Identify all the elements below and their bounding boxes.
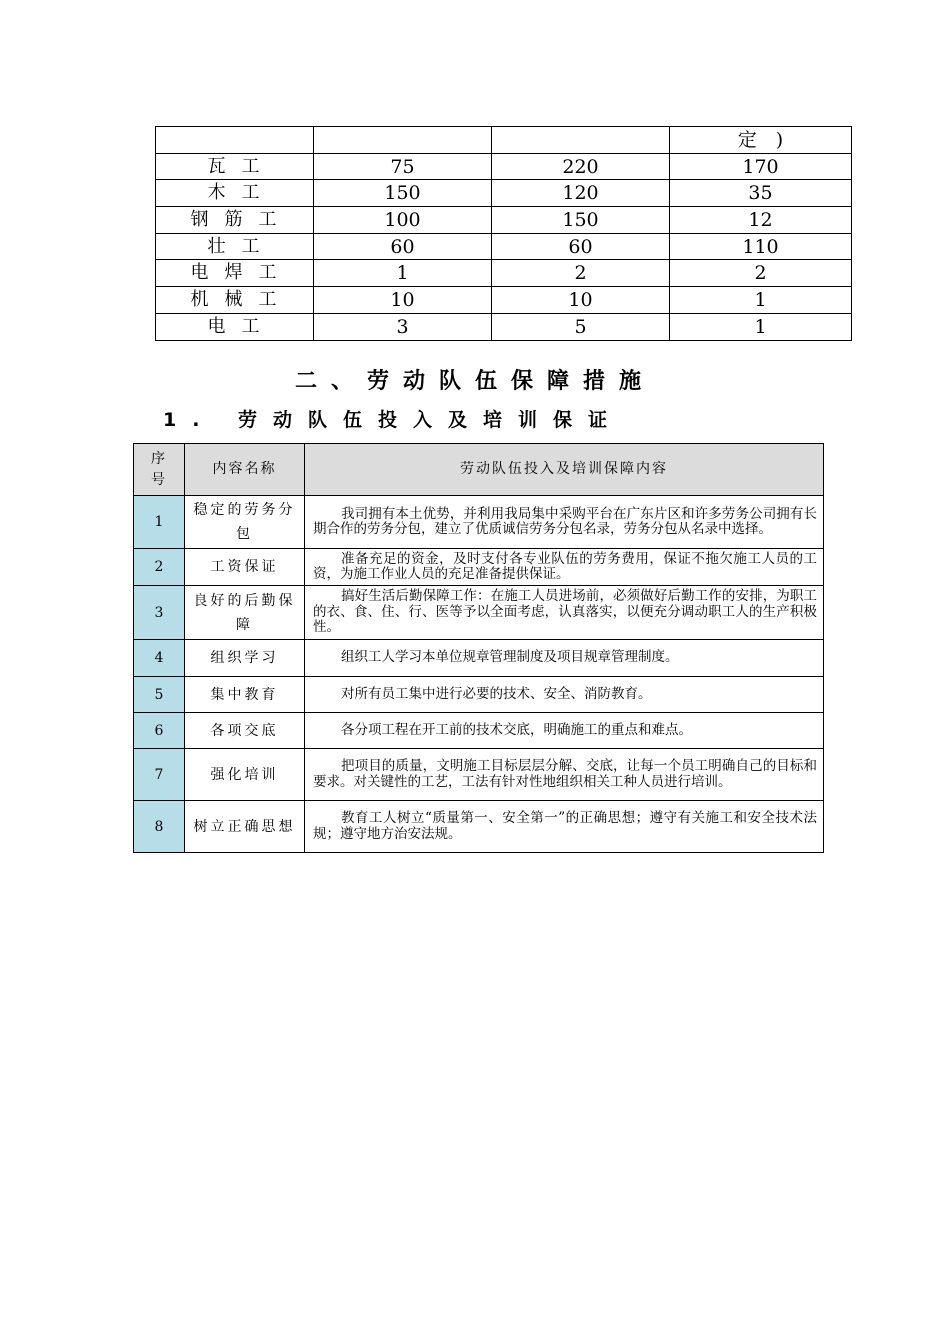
item-content: 组织工人学习本单位规章管理制度及项目规章管理制度。 [305,640,824,677]
table-row [156,287,852,314]
table-row [134,677,824,713]
table-cell: 60 [492,233,670,260]
item-content: 把项目的质量，文明施工目标层层分解、交底，让每一个员工明确自己的目标和要求。对关键性的工艺，工法有针对性地组织相关工种人员进行培训。 [305,749,824,801]
trade-name: 瓦工 [156,153,314,180]
trade-name: 壮工 [156,233,314,260]
table-cell: 35 [670,180,852,207]
table-row [156,127,852,154]
item-name: 稳定的劳务分包 [185,496,305,549]
row-number: 1 [134,496,185,549]
table-cell: 定 ) [670,127,852,154]
item-name: 各项交底 [185,713,305,749]
table-cell: 120 [492,180,670,207]
row-number: 8 [134,801,185,853]
item-content: 准备充足的资金，及时支付各专业队伍的劳务费用，保证不拖欠施工人员的工资，为施工作业人员的充足准备提供保证。 [305,549,824,586]
table-row [156,260,852,287]
table-cell: 1 [314,260,492,287]
section-heading: 二、劳动队伍保障措施 [294,369,655,394]
trade-name: 机械工 [156,287,314,314]
table-cell: 220 [492,153,670,180]
table-cell: 75 [314,153,492,180]
table-cell: 3 [314,313,492,340]
table-row [134,713,824,749]
subsection-heading: 1. 劳动队伍投入及培训保证 [163,409,624,431]
header-name: 内容名称 [185,444,305,496]
item-content: 我司拥有本土优势，并利用我局集中采购平台在广东片区和许多劳务公司拥有长期合作的劳务分包，建立了优质诚信劳务分包名录，劳务分包从名录中选择。 [305,496,824,549]
table-cell: 150 [314,180,492,207]
table-row [134,640,824,677]
table-cell: 170 [670,153,852,180]
table-cell: 2 [670,260,852,287]
trade-name [156,127,314,154]
trade-name: 电工 [156,313,314,340]
labor-quantity-table [155,126,852,341]
table-cell: 1 [670,287,852,314]
table-row [134,549,824,586]
table-cell: 12 [670,207,852,234]
item-content: 搞好生活后勤保障工作：在施工人员进场前，必须做好后勤工作的安排，为职工的衣、食、住、行、医等予以全面考虑，认真落实，以便充分调动职工人的生产积极性。 [305,586,824,640]
table-row [156,313,852,340]
table-cell: 1 [670,313,852,340]
item-content: 对所有员工集中进行必要的技术、安全、消防教育。 [305,677,824,713]
item-name: 强化培训 [185,749,305,801]
table-cell: 100 [314,207,492,234]
table-row [134,749,824,801]
item-name: 集中教育 [185,677,305,713]
table-row [156,207,852,234]
trade-name: 钢筋工 [156,207,314,234]
table-cell: 10 [314,287,492,314]
measures-table [133,443,824,853]
item-name: 良好的后勤保障 [185,586,305,640]
table-row [134,586,824,640]
item-name: 树立正确思想 [185,801,305,853]
table-cell: 60 [314,233,492,260]
item-content: 教育工人树立“质量第一、安全第一”的正确思想；遵守有关施工和安全技术法规；遵守地方治安法规。 [305,801,824,853]
trade-name: 电焊工 [156,260,314,287]
table-row [156,180,852,207]
table-row [134,801,824,853]
table-cell: 10 [492,287,670,314]
row-number: 2 [134,549,185,586]
row-number: 7 [134,749,185,801]
table-cell [492,127,670,154]
table-header-row [134,444,824,496]
header-content: 劳动队伍投入及培训保障内容 [305,444,824,496]
trade-name: 木工 [156,180,314,207]
table-row [134,496,824,549]
row-number: 5 [134,677,185,713]
table-cell: 110 [670,233,852,260]
table-row [156,153,852,180]
row-number: 4 [134,640,185,677]
row-number: 3 [134,586,185,640]
item-name: 工资保证 [185,549,305,586]
table-cell: 2 [492,260,670,287]
row-number: 6 [134,713,185,749]
table-row [156,233,852,260]
table-cell: 5 [492,313,670,340]
table-cell: 150 [492,207,670,234]
item-content: 各分项工程在开工前的技术交底，明确施工的重点和难点。 [305,713,824,749]
item-name: 组织学习 [185,640,305,677]
table-cell [314,127,492,154]
header-no: 序号 [134,444,185,496]
